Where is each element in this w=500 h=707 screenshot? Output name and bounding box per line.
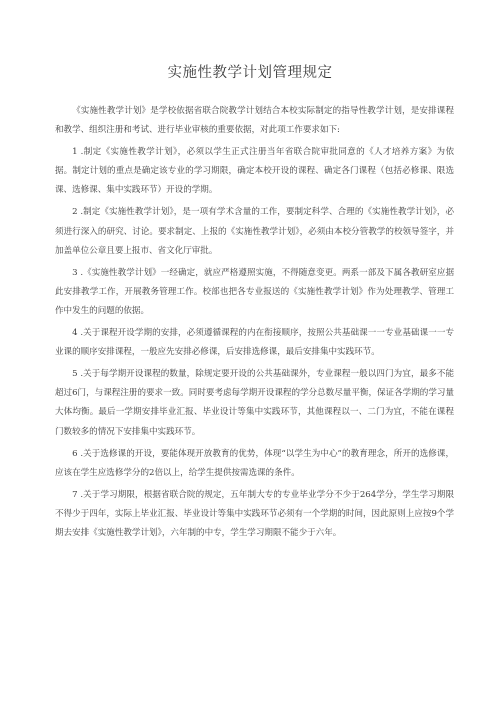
paragraph-item-7: 7 .关于学习期限，根据省联合院的规定，五年制大专的专业毕业学分不少于264学分，学生学习期限不得少于四年，实际上毕业汇报、毕业设计等集中实践环节必须有一个学期的时间，因此原则上应按9个学期去安排《实施性教学计划》，六年制的中专，学生学习期限不能少于六年。 <box>55 489 454 538</box>
paragraph-item-3: 3 .《实施性教学计划》一经确定，就应严格遵照实施，不得随意变更。两系一部及下属各教研室应据此安排教学工作，开展教务管理工作。校部也把各专业报送的《实施性教学计划》作为处理教学、管理工作中发生的问题的依据。 <box>55 267 454 316</box>
paragraph-item-5: 5 .关于每学期开设课程的数量，除规定要开设的公共基础课外，专业课程一般以四门为宜，最多不能超过6门，与课程注册的要求一致。同时要考虑每学期开设课程的学分总数尽量平衡，保证各学期的学习量大体均衡。最后一学期安排毕业汇报、毕业设计等集中实践环节，其他课程以一、二门为宜，不能在课程门数较多的情况下安排集中实践环节。 <box>55 369 454 437</box>
paragraph-item-2: 2 .制定《实施性教学计划》，是一项有学术含量的工作，要制定科学、合理的《实施性教学计划》，必须进行深入的研究、讨论。要求制定、上报的《实施性教学计划》，必须由本校分管教学的校领导签字，并加盖单位公章且要上报市、省文化厅审批。 <box>55 207 454 256</box>
paragraph-item-4: 4 .关于课程开设学期的安排，必须遵循课程的内在衔接顺序，按照公共基础课一一专业基础课一一专业课的顺序安排课程，一般应先安排必修课，后安排选修课，最后安排集中实践环节。 <box>55 328 454 358</box>
document-body <box>55 102 454 546</box>
paragraph-intro: 《实施性教学计划》是学校依据省联合院教学计划结合本校实际制定的指导性教学计划，是安排课程和教学、组织注册和考试、进行毕业审核的重要依据，对此项工作要求如下: <box>55 106 454 136</box>
paragraph-item-6: 6 .关于选修课的开设，要能体现开放教育的优势，体现“以学生为中心”的教育理念，所开的选修课，应该在学生应选修学分的2倍以上，给学生提供按需选课的条件。 <box>55 448 454 478</box>
document-title: 实施性教学计划管理规定 <box>167 65 333 81</box>
paragraph-item-1: 1 .制定《实施性教学计划》，必须以学生正式注册当年省联合院审批同意的《人才培养方案》为依据。制定计划的重点是确定该专业的学习期限，确定本校开设的课程、确定各门课程（包括必修课、限选课、选修课、集中实践环节）开设的学期。 <box>55 147 454 196</box>
